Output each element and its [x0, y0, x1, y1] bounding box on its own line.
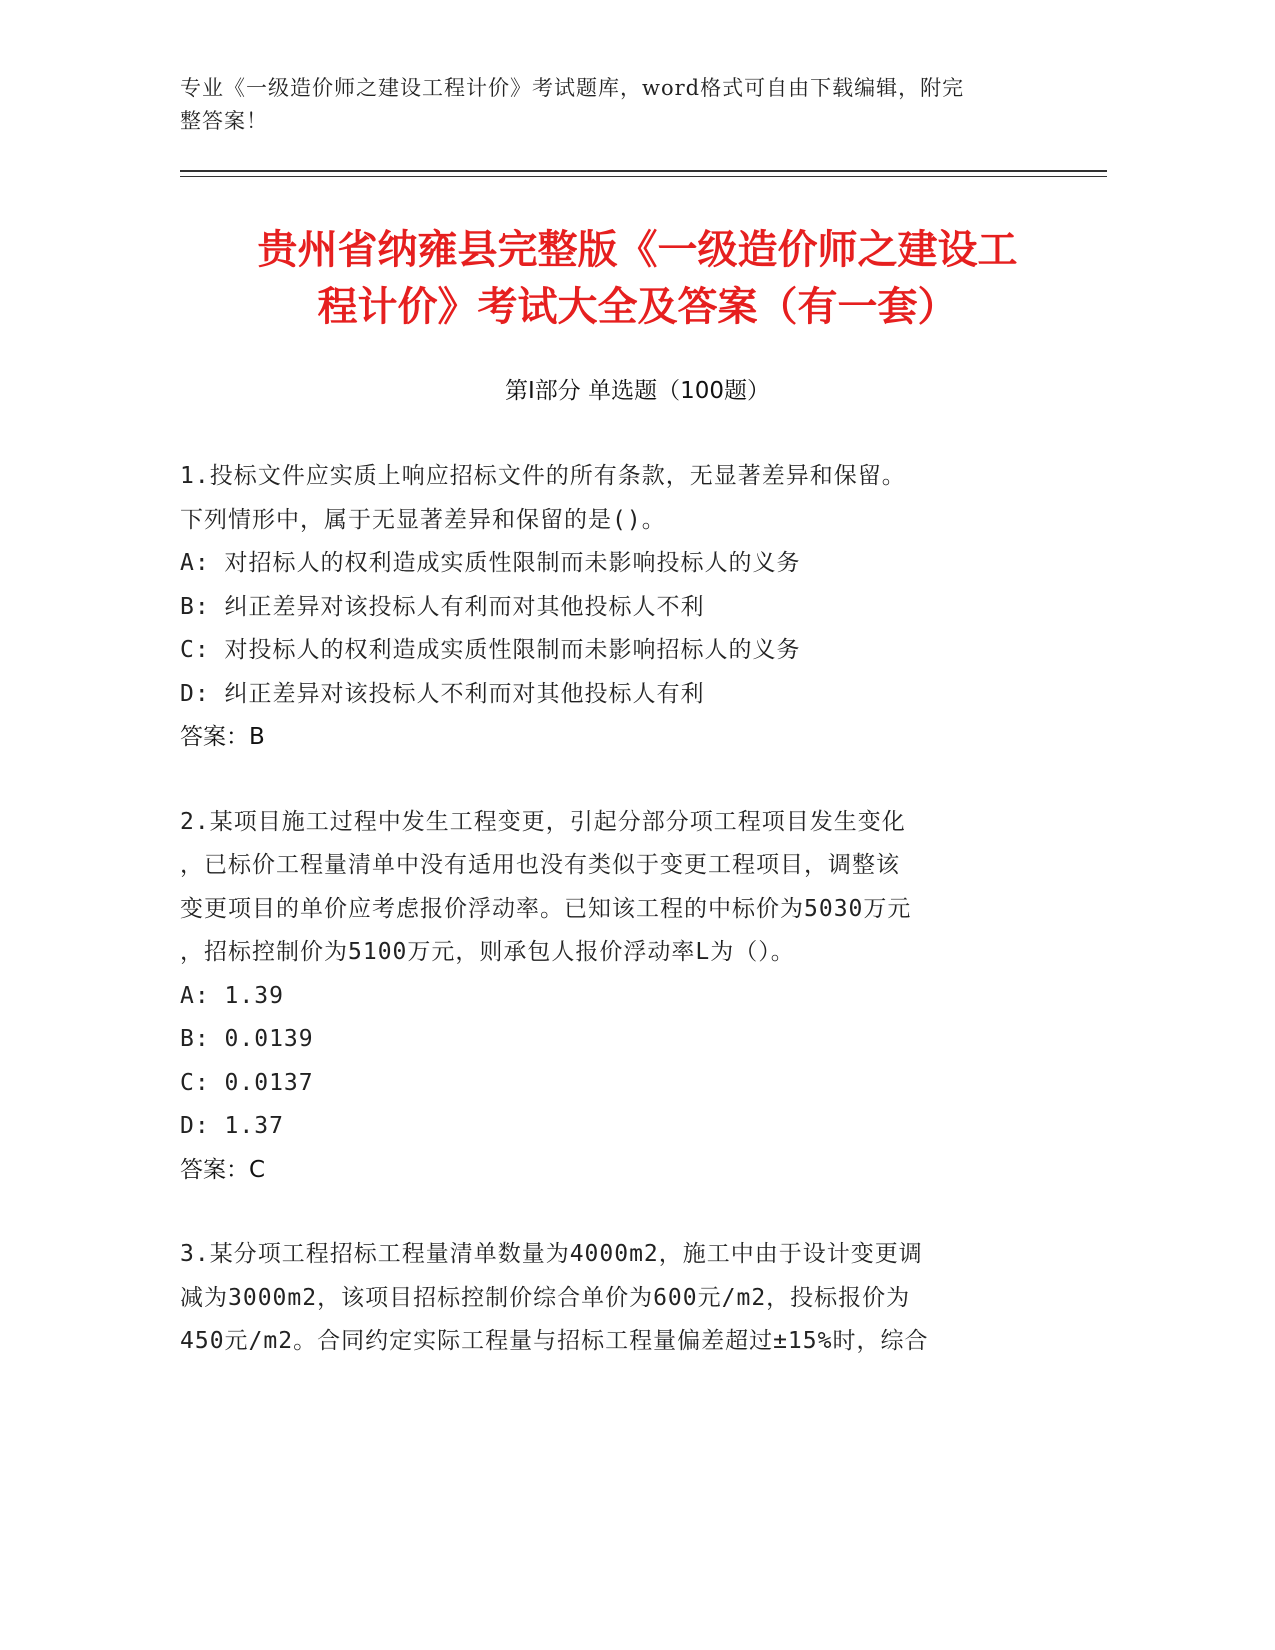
header-note [180, 72, 1040, 138]
question-stem-line: 减为3000m2，该项目招标控制价综合单价为600元/m2，投标报价为 [180, 1284, 911, 1311]
answer-label: 答案：C [180, 1156, 266, 1183]
question-stem-line: 2.某项目施工过程中发生工程变更，引起分部分项工程项目发生变化 [180, 808, 906, 835]
document-title-line-2: 程计价》考试大全及答案（有一套） [317, 284, 958, 330]
document-title-line-1: 贵州省纳雍县完整版《一级造价师之建设工 [257, 227, 1018, 273]
option-c: C: 对投标人的权利造成实质性限制而未影响招标人的义务 [180, 637, 801, 663]
question-list [180, 455, 1060, 1405]
header-note-line-1: 专业《一级造价师之建设工程计价》考试题库，word格式可自由下载编辑，附完 [180, 76, 965, 100]
question-stem [180, 1233, 1060, 1364]
answer-label: 答案：B [180, 724, 265, 750]
header-divider-thin [180, 176, 1107, 177]
section-heading: 第Ⅰ部分 单选题（100题） [505, 378, 770, 404]
option-a: A: 1.39 [180, 982, 284, 1009]
header-note-line-2: 整答案！ [180, 109, 268, 133]
header-divider-thick [180, 170, 1107, 172]
document-title [160, 222, 1115, 336]
question-stem-line: ，招标控制价为5100万元，则承包人报价浮动率L为（）。 [180, 939, 795, 965]
question-stem-line: 3.某分项工程招标工程量清单数量为4000m2，施工中由于设计变更调 [180, 1241, 923, 1267]
question-stem-line: ，已标价工程量清单中没有适用也没有类似于变更工程项目，调整该 [180, 852, 900, 878]
option-d: D: 1.37 [180, 1113, 284, 1139]
question-2 [180, 801, 1060, 1193]
question-stem-line: 下列情形中，属于无显著差异和保留的是()。 [180, 506, 666, 533]
question-1 [180, 455, 1060, 760]
question-stem-line: 变更项目的单价应考虑报价浮动率。已知该工程的中标价为5030万元 [180, 895, 912, 922]
option-c: C: 0.0137 [180, 1069, 314, 1096]
question-3 [180, 1233, 1060, 1364]
question-stem-line: 1.投标文件应实质上响应招标文件的所有条款，无显著差异和保留。 [180, 463, 906, 489]
option-d: D: 纠正差异对该投标人不利而对其他投标人有利 [180, 680, 705, 707]
option-a: A: 对招标人的权利造成实质性限制而未影响投标人的义务 [180, 550, 801, 576]
question-stem-line: 450元/m2。合同约定实际工程量与招标工程量偏差超过±15%时，综合 [180, 1328, 929, 1354]
option-b: B: 纠正差异对该投标人有利而对其他投标人不利 [180, 593, 705, 620]
question-stem [180, 801, 1060, 975]
question-stem [180, 455, 1060, 542]
option-b: B: 0.0139 [180, 1026, 314, 1052]
